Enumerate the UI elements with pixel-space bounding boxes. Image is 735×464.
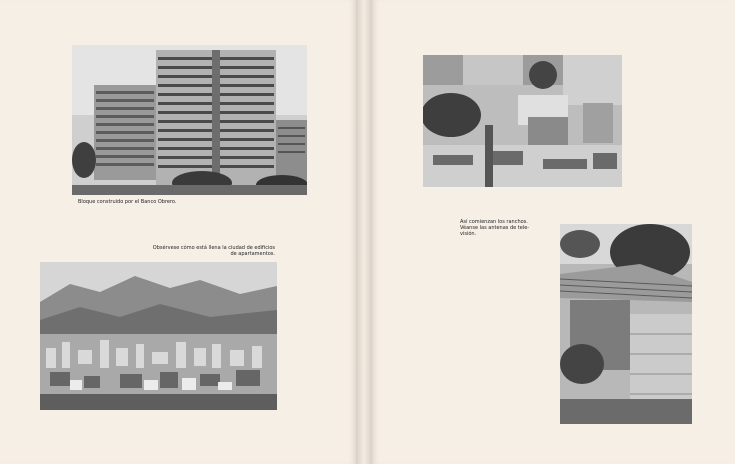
left-page [0,0,356,464]
photo-city-panorama [40,262,277,410]
caption-city: Obsérvese cómo está llena la ciudad de edificios de apartamentos. [152,245,275,257]
right-page [372,0,735,464]
caption-ranchos: Así comienzan los ranchos. Véanse las antenas de tele- visión. [460,219,530,237]
caption-building: Bloque construido por el Banco Obrero. [78,199,177,205]
photo-ranchos-closeup [560,224,692,424]
photo-apartment-block [72,45,307,195]
photo-hillside-ranchos [423,55,622,187]
book-gutter [356,0,372,464]
